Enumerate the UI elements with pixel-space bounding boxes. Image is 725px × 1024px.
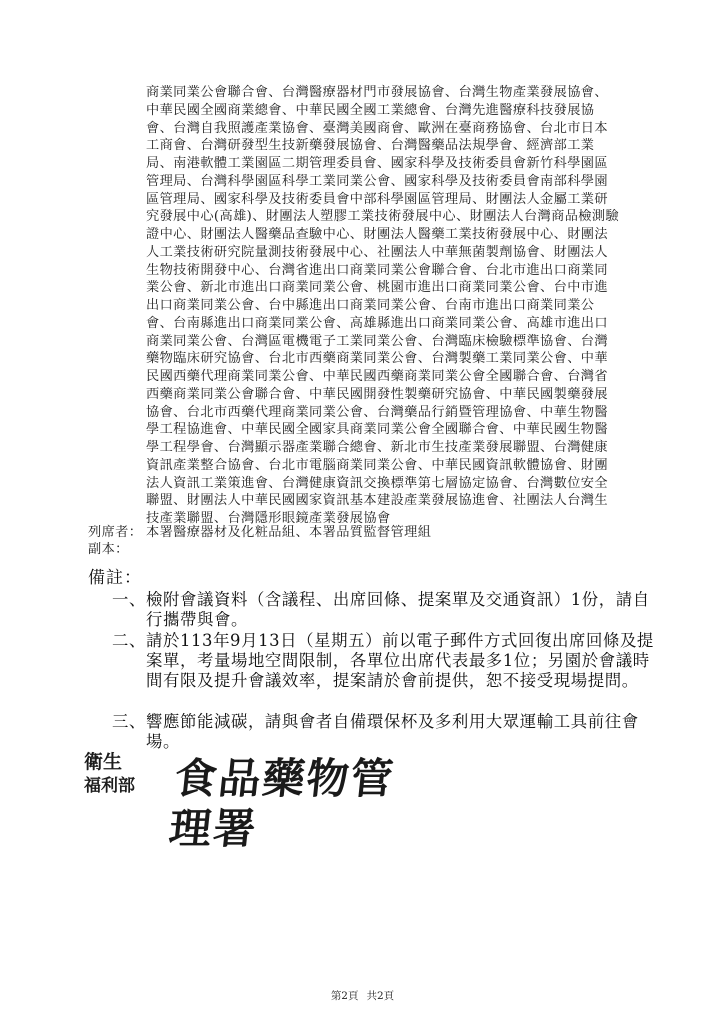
attendee-org-line: 出口商業同業公會、台中縣進出口商業同業公會、台南市進出口商業同業公 — [146, 298, 595, 313]
page-total: 共2頁 — [366, 990, 395, 1002]
attendee-org-line: 區管理局、國家科學及技術委員會中部科學園區管理局、財團法人金屬工業研 — [146, 191, 608, 207]
note-item-3 — [112, 712, 672, 752]
attendee-org-line: 協會、台北市西藥代理商業同業公會、台灣藥品行銷暨管理協會、中華生物醫 — [146, 404, 608, 420]
attendee-org-line: 學工程學會、台灣顯示器產業聯合總會、新北市生技產業發展聯盟、台灣健康 — [146, 440, 608, 455]
attendee-org-line: 商業同業公會、台灣區電機電子工業同業公會、台灣臨床檢驗標準協會、台灣 — [146, 333, 608, 349]
notes-title: 備註： — [88, 568, 142, 588]
attendee-org-line: 資訊產業整合協會、台北市電腦商業同業公會、中華民國資訊軟體協會、財團 — [146, 457, 608, 473]
note-number: 二、 — [112, 631, 146, 650]
note-number: 三、 — [112, 712, 146, 731]
attendee-org-line: 業公會、新北市進出口商業同業公會、桃園市進出口商業同業公會、台中市進 — [146, 280, 608, 296]
attendee-org-line: 生物技術開發中心、台灣省進出口商業同業公會聯合會、台北市進出口商業同 — [146, 262, 608, 278]
attendee-org-line: 會、台灣自我照護產業協會、臺灣美國商會、歐洲在臺商務協會、台北市日本 — [146, 120, 608, 136]
attendee-org-line: 證中心、財團法人醫藥品查驗中心、財團法人醫藥工業技術發展中心、財團法 — [146, 227, 608, 242]
note-text: 請於113年9月13日（星期五）前以電子郵件方式回復出席回條及提案單，考量場地空間限制，各單位出席代表最多1位；另園於會議時間有限及提升會議效率，提案請於會前提供，恕不接受現場提問。 — [146, 631, 654, 690]
attendees-label: 列席者： — [88, 525, 143, 540]
attendee-org-line: 民國西藥代理商業同業公會、中華民國西藥商業同業公會全國聯合會、台灣省 — [146, 369, 608, 384]
page-footer — [0, 988, 725, 1003]
page-number: 第2頁 — [330, 990, 359, 1002]
note-text: 檢附會議資料（含議程、出席回條、提案單及交通資訊）1份，請自行攜帶與會。 — [146, 590, 650, 629]
attendee-org-line: 人工業技術研究院量測技術發展中心、社團法人中華無菌製劑協會、財團法人 — [146, 244, 608, 260]
attendee-org-line: 聯盟、財團法人中華民國國家資訊基本建設產業發展協進會、社團法人台灣生 — [146, 493, 608, 509]
attendee-org-line: 局、南港軟體工業園區二期管理委員會、國家科學及技術委員會新竹科學園區 — [146, 156, 608, 171]
attendees-value: 本署醫療器材及化粧品組、本署品質監督管理組 — [146, 525, 432, 540]
attendee-org-line: 中華民國全國商業總會、中華民國全國工業總會、台灣先進醫療科技發展協 — [146, 102, 595, 118]
note-item-2 — [112, 631, 672, 691]
attendee-organization-list — [146, 84, 668, 528]
attendee-org-line: 工商會、台灣研發型生技新藥發展協會、台灣醫藥品法規學會、經濟部工業 — [146, 138, 595, 154]
cc-label: 副本： — [88, 542, 129, 557]
note-item-1 — [112, 590, 672, 630]
seal-line-1: 衛生 — [84, 751, 123, 773]
attendee-org-line: 法人資訊工業策進會、台灣健康資訊交換標準第七層協定協會、台灣數位安全 — [146, 475, 608, 491]
attendee-org-line: 商業同業公會聯合會、台灣醫療器材門市發展協會、台灣生物產業發展協會、 — [146, 85, 608, 100]
attendee-org-line: 西藥商業同業公會聯合會、中華民國開發性製藥研究協會、中華民國製藥發展 — [146, 386, 608, 402]
seal-line-2: 福利部 — [84, 776, 135, 796]
attendee-org-line: 究發展中心(高雄)、財團法人塑膠工業技術發展中心、財團法人台灣商品檢測驗 — [146, 209, 620, 225]
seal-agency-name: 食品藥物管理署 — [166, 754, 398, 853]
agency-seal — [84, 748, 424, 853]
attendee-org-line: 藥物臨床研究協會、台北市西藥商業同業公會、台灣製藥工業同業公會、中華 — [146, 351, 608, 367]
attendee-org-line: 管理局、台灣科學園區科學工業同業公會、國家科學及技術委員會南部科學園 — [146, 173, 608, 189]
attendee-org-line: 技產業聯盟、台灣隱形眼鏡產業發展協會 — [146, 511, 391, 526]
note-number: 一、 — [112, 590, 146, 609]
attendee-org-line: 學工程協進會、中華民國全國家具商業同業公會全國聯合會、中華民國生物醫 — [146, 422, 608, 438]
attendee-org-line: 會、台南縣進出口商業同業公會、高雄縣進出口商業同業公會、高雄市進出口 — [146, 315, 608, 331]
note-text: 響應節能減碳，請與會者自備環保杯及多利用大眾運輸工具前往會場。 — [146, 712, 639, 751]
